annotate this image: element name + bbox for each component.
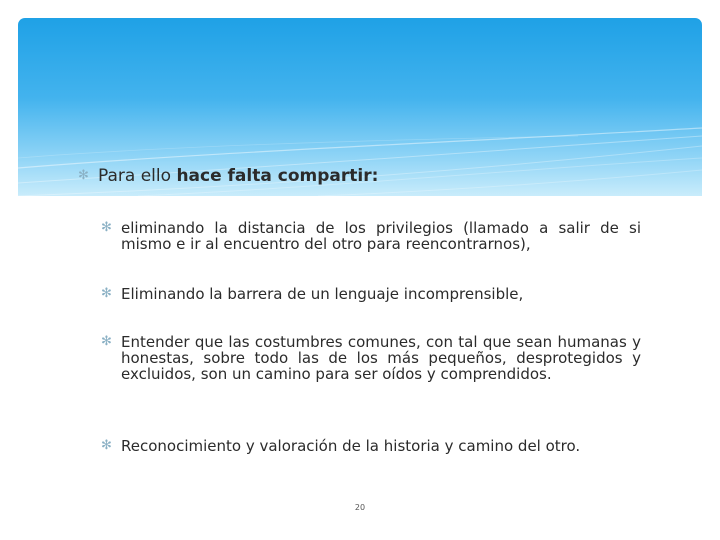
sub-bullet-text: Reconocimiento y valoración de la historia y camino del otro. (121, 437, 581, 455)
sub-bullet (101, 438, 641, 454)
sub-bullet-text: Eliminando la barrera de un lenguaje incomprensible, (121, 285, 524, 303)
sub-bullet (101, 220, 641, 252)
sub-bullet (101, 334, 641, 382)
sub-bullet-text: eliminando la distancia de los privilegios (llamado a salir de si mismo e ir al encuentro del otro para reencontrarnos), (121, 219, 641, 253)
main-bullet-bold: hace falta compartir: (176, 166, 379, 186)
asterisk-icon: ✻ (101, 334, 112, 349)
main-bullet-prefix: Para ello (98, 166, 177, 186)
sub-bullet-text: Entender que las costumbres comunes, con tal que sean humanas y honestas, sobre todo las de los más pequeños, desprotegidos y excluidos, son un camino para ser oídos y comprendidos. (121, 333, 641, 383)
asterisk-icon: ✻ (78, 168, 89, 183)
page-number: 20 (354, 503, 366, 512)
asterisk-icon: ✻ (101, 286, 112, 301)
asterisk-icon: ✻ (101, 438, 112, 453)
main-bullet (78, 165, 378, 187)
asterisk-icon: ✻ (101, 220, 112, 235)
sub-bullet (101, 286, 641, 302)
main-bullet-text (98, 165, 378, 187)
